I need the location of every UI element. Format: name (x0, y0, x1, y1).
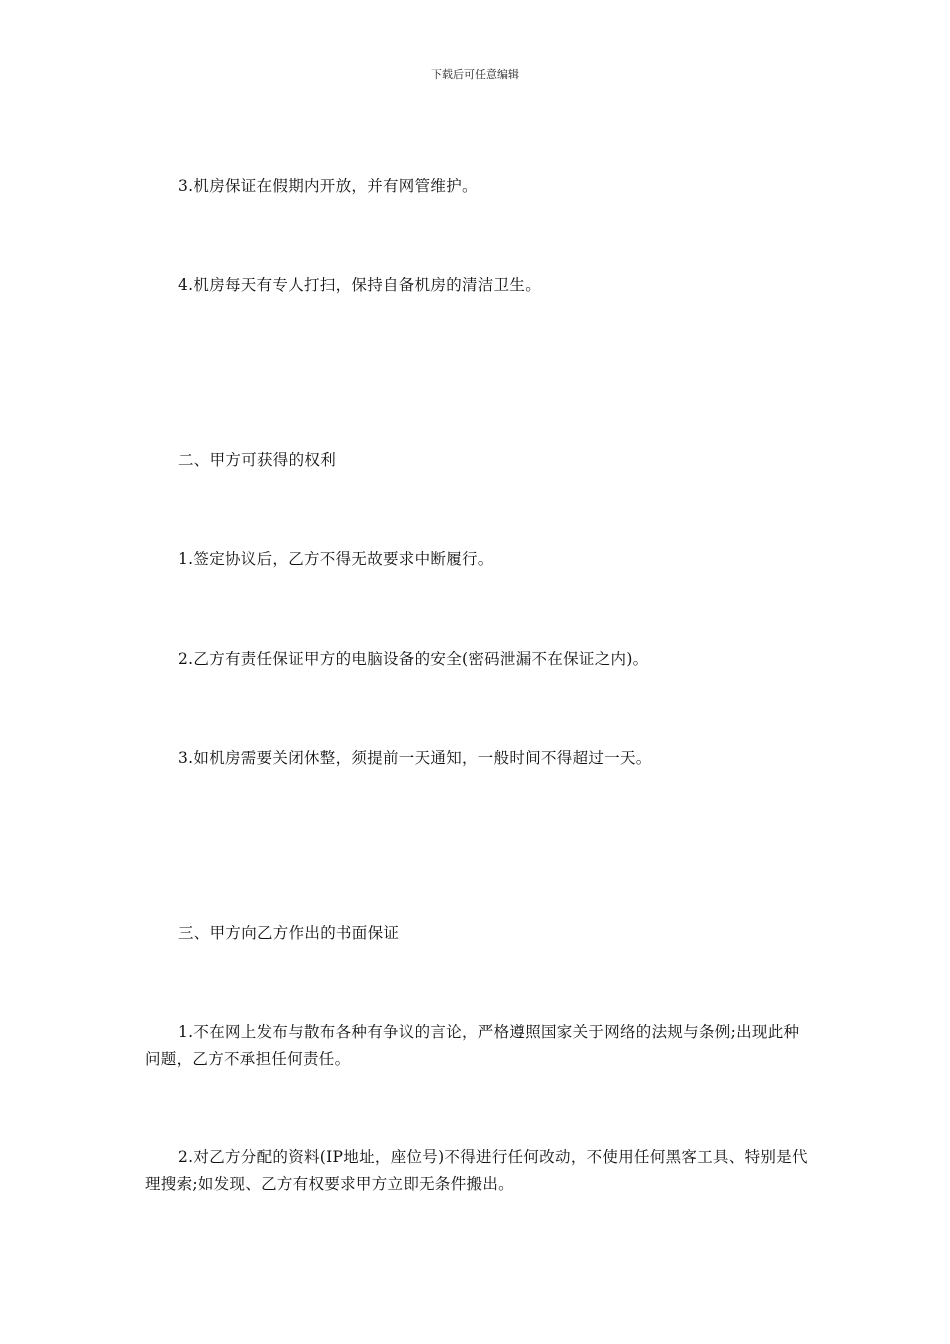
section-heading-guarantee: 三、甲方向乙方作出的书面保证 (178, 924, 400, 942)
paragraph-guarantee-2: 2.对乙方分配的资料(IP地址，座位号)不得进行任何改动，不使用任何黑客工具、特别是代理搜索;如发现、乙方有权要求甲方立即无条件搬出。 (145, 1148, 808, 1193)
paragraph-machine-room-holiday: 3.机房保证在假期内开放，并有网管维护。 (178, 177, 478, 195)
section-heading-rights: 二、甲方可获得的权利 (178, 451, 337, 469)
paragraph-machine-room-cleaning: 4.机房每天有专人打扫，保持自备机房的清洁卫生。 (178, 276, 541, 294)
page-header: 下载后可任意编辑 (431, 68, 519, 81)
paragraph-rights-3: 3.如机房需要关闭休整，须提前一天通知，一般时间不得超过一天。 (178, 749, 652, 767)
paragraph-guarantee-1: 1.不在网上发布与散布各种有争议的言论，严格遵照国家关于网络的法规与条例;出现此种问题，乙方不承担任何责任。 (145, 1023, 800, 1068)
paragraph-rights-2: 2.乙方有责任保证甲方的电脑设备的安全(密码泄漏不在保证之内)。 (178, 650, 649, 668)
paragraph-rights-1: 1.签定协议后，乙方不得无故要求中断履行。 (178, 550, 494, 568)
